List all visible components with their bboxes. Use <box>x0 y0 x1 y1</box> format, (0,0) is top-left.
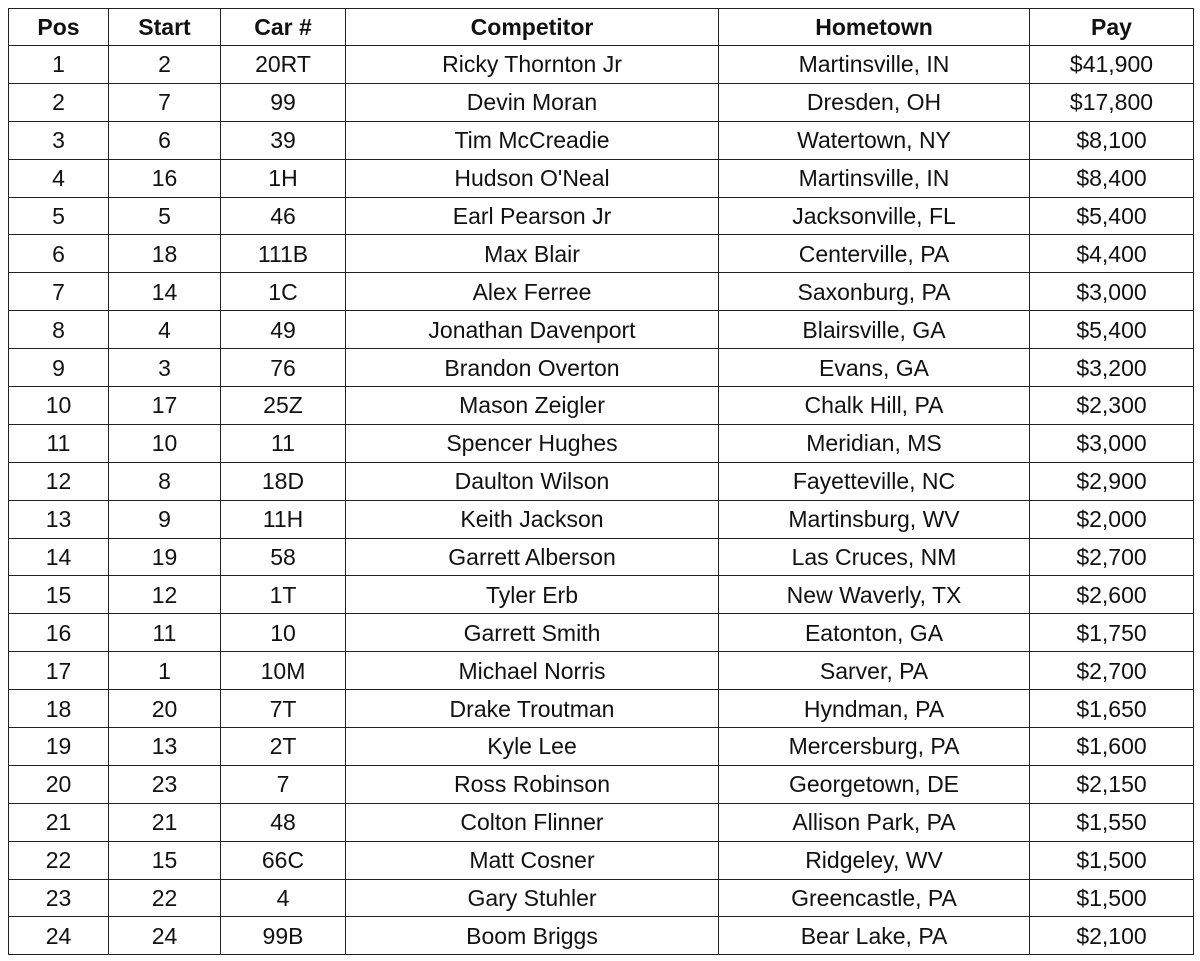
cell-start: 20 <box>109 690 221 728</box>
cell-competitor: Matt Cosner <box>346 841 719 879</box>
cell-pos: 19 <box>9 728 109 766</box>
cell-pay: $2,700 <box>1030 538 1194 576</box>
cell-car-number: 46 <box>221 197 346 235</box>
header-hometown: Hometown <box>719 9 1030 46</box>
cell-start: 10 <box>109 424 221 462</box>
cell-pay: $1,650 <box>1030 690 1194 728</box>
cell-pos: 13 <box>9 500 109 538</box>
cell-pay: $2,150 <box>1030 765 1194 803</box>
cell-pos: 12 <box>9 462 109 500</box>
cell-competitor: Ross Robinson <box>346 765 719 803</box>
cell-pos: 2 <box>9 83 109 121</box>
cell-competitor: Tim McCreadie <box>346 121 719 159</box>
cell-start: 15 <box>109 841 221 879</box>
cell-start: 2 <box>109 46 221 84</box>
cell-competitor: Ricky Thornton Jr <box>346 46 719 84</box>
cell-hometown: Hyndman, PA <box>719 690 1030 728</box>
table-row <box>9 197 1194 235</box>
table-row <box>9 500 1194 538</box>
cell-pos: 5 <box>9 197 109 235</box>
cell-hometown: Jacksonville, FL <box>719 197 1030 235</box>
cell-start: 3 <box>109 349 221 387</box>
cell-start: 16 <box>109 159 221 197</box>
cell-car-number: 99 <box>221 83 346 121</box>
cell-pay: $2,100 <box>1030 917 1194 955</box>
cell-pay: $41,900 <box>1030 46 1194 84</box>
header-row <box>9 9 1194 46</box>
cell-hometown: Watertown, NY <box>719 121 1030 159</box>
cell-hometown: Blairsville, GA <box>719 311 1030 349</box>
table-row <box>9 728 1194 766</box>
cell-pay: $3,000 <box>1030 424 1194 462</box>
cell-car-number: 48 <box>221 803 346 841</box>
cell-hometown: Martinsville, IN <box>719 46 1030 84</box>
cell-hometown: Evans, GA <box>719 349 1030 387</box>
cell-car-number: 2T <box>221 728 346 766</box>
cell-competitor: Max Blair <box>346 235 719 273</box>
cell-pay: $2,600 <box>1030 576 1194 614</box>
table-row <box>9 83 1194 121</box>
cell-competitor: Garrett Alberson <box>346 538 719 576</box>
table-row <box>9 46 1194 84</box>
cell-car-number: 76 <box>221 349 346 387</box>
cell-car-number: 11H <box>221 500 346 538</box>
table-row <box>9 424 1194 462</box>
cell-hometown: Allison Park, PA <box>719 803 1030 841</box>
table-row <box>9 159 1194 197</box>
cell-pay: $4,400 <box>1030 235 1194 273</box>
cell-pos: 3 <box>9 121 109 159</box>
cell-pay: $5,400 <box>1030 197 1194 235</box>
header-pos: Pos <box>9 9 109 46</box>
cell-competitor: Tyler Erb <box>346 576 719 614</box>
cell-pos: 10 <box>9 387 109 425</box>
cell-pay: $2,700 <box>1030 652 1194 690</box>
cell-start: 9 <box>109 500 221 538</box>
cell-car-number: 7T <box>221 690 346 728</box>
cell-competitor: Keith Jackson <box>346 500 719 538</box>
cell-start: 22 <box>109 879 221 917</box>
cell-hometown: Bear Lake, PA <box>719 917 1030 955</box>
cell-start: 1 <box>109 652 221 690</box>
cell-car-number: 11 <box>221 424 346 462</box>
cell-pos: 22 <box>9 841 109 879</box>
cell-pos: 23 <box>9 879 109 917</box>
cell-start: 11 <box>109 614 221 652</box>
cell-start: 7 <box>109 83 221 121</box>
cell-pay: $1,500 <box>1030 841 1194 879</box>
cell-pay: $2,900 <box>1030 462 1194 500</box>
cell-pos: 8 <box>9 311 109 349</box>
header-car-number: Car # <box>221 9 346 46</box>
table-row <box>9 387 1194 425</box>
table-row <box>9 273 1194 311</box>
cell-pos: 7 <box>9 273 109 311</box>
cell-competitor: Drake Troutman <box>346 690 719 728</box>
table-row <box>9 576 1194 614</box>
table-body <box>9 46 1194 955</box>
cell-pay: $1,750 <box>1030 614 1194 652</box>
cell-pos: 15 <box>9 576 109 614</box>
cell-car-number: 111B <box>221 235 346 273</box>
cell-competitor: Boom Briggs <box>346 917 719 955</box>
cell-hometown: Martinsburg, WV <box>719 500 1030 538</box>
cell-car-number: 20RT <box>221 46 346 84</box>
cell-start: 18 <box>109 235 221 273</box>
header-competitor: Competitor <box>346 9 719 46</box>
cell-pos: 6 <box>9 235 109 273</box>
cell-pos: 20 <box>9 765 109 803</box>
results-table <box>8 8 1194 955</box>
cell-hometown: Georgetown, DE <box>719 765 1030 803</box>
cell-pay: $17,800 <box>1030 83 1194 121</box>
cell-start: 14 <box>109 273 221 311</box>
cell-start: 6 <box>109 121 221 159</box>
cell-pay: $8,100 <box>1030 121 1194 159</box>
cell-car-number: 18D <box>221 462 346 500</box>
cell-competitor: Michael Norris <box>346 652 719 690</box>
cell-pos: 14 <box>9 538 109 576</box>
cell-pay: $8,400 <box>1030 159 1194 197</box>
cell-start: 24 <box>109 917 221 955</box>
cell-pos: 21 <box>9 803 109 841</box>
cell-hometown: Dresden, OH <box>719 83 1030 121</box>
cell-start: 4 <box>109 311 221 349</box>
cell-car-number: 1T <box>221 576 346 614</box>
table-row <box>9 765 1194 803</box>
cell-competitor: Colton Flinner <box>346 803 719 841</box>
cell-hometown: New Waverly, TX <box>719 576 1030 614</box>
cell-start: 5 <box>109 197 221 235</box>
cell-competitor: Kyle Lee <box>346 728 719 766</box>
cell-car-number: 4 <box>221 879 346 917</box>
cell-car-number: 49 <box>221 311 346 349</box>
cell-start: 23 <box>109 765 221 803</box>
cell-competitor: Mason Zeigler <box>346 387 719 425</box>
cell-start: 13 <box>109 728 221 766</box>
cell-competitor: Garrett Smith <box>346 614 719 652</box>
header-pay: Pay <box>1030 9 1194 46</box>
cell-competitor: Earl Pearson Jr <box>346 197 719 235</box>
cell-hometown: Sarver, PA <box>719 652 1030 690</box>
cell-hometown: Las Cruces, NM <box>719 538 1030 576</box>
cell-hometown: Chalk Hill, PA <box>719 387 1030 425</box>
cell-car-number: 39 <box>221 121 346 159</box>
table-row <box>9 121 1194 159</box>
cell-pos: 17 <box>9 652 109 690</box>
cell-start: 21 <box>109 803 221 841</box>
cell-car-number: 99B <box>221 917 346 955</box>
cell-competitor: Alex Ferree <box>346 273 719 311</box>
table-row <box>9 349 1194 387</box>
table-row <box>9 917 1194 955</box>
cell-car-number: 7 <box>221 765 346 803</box>
cell-competitor: Devin Moran <box>346 83 719 121</box>
cell-competitor: Brandon Overton <box>346 349 719 387</box>
cell-pos: 16 <box>9 614 109 652</box>
cell-car-number: 25Z <box>221 387 346 425</box>
cell-pay: $1,600 <box>1030 728 1194 766</box>
cell-pos: 4 <box>9 159 109 197</box>
cell-start: 12 <box>109 576 221 614</box>
cell-pos: 11 <box>9 424 109 462</box>
cell-car-number: 1C <box>221 273 346 311</box>
table-row <box>9 235 1194 273</box>
cell-hometown: Martinsville, IN <box>719 159 1030 197</box>
cell-start: 19 <box>109 538 221 576</box>
cell-car-number: 66C <box>221 841 346 879</box>
cell-pay: $5,400 <box>1030 311 1194 349</box>
cell-car-number: 58 <box>221 538 346 576</box>
cell-hometown: Saxonburg, PA <box>719 273 1030 311</box>
cell-start: 17 <box>109 387 221 425</box>
cell-pos: 24 <box>9 917 109 955</box>
table-row <box>9 462 1194 500</box>
cell-start: 8 <box>109 462 221 500</box>
cell-competitor: Hudson O'Neal <box>346 159 719 197</box>
cell-hometown: Eatonton, GA <box>719 614 1030 652</box>
table-row <box>9 311 1194 349</box>
table-header <box>9 9 1194 46</box>
cell-hometown: Centerville, PA <box>719 235 1030 273</box>
cell-competitor: Spencer Hughes <box>346 424 719 462</box>
cell-hometown: Fayetteville, NC <box>719 462 1030 500</box>
table-row <box>9 538 1194 576</box>
cell-pay: $1,500 <box>1030 879 1194 917</box>
table-row <box>9 879 1194 917</box>
cell-hometown: Greencastle, PA <box>719 879 1030 917</box>
cell-car-number: 10 <box>221 614 346 652</box>
cell-hometown: Meridian, MS <box>719 424 1030 462</box>
cell-competitor: Jonathan Davenport <box>346 311 719 349</box>
cell-hometown: Mercersburg, PA <box>719 728 1030 766</box>
cell-pay: $1,550 <box>1030 803 1194 841</box>
table-row <box>9 690 1194 728</box>
table-row <box>9 652 1194 690</box>
cell-pay: $3,000 <box>1030 273 1194 311</box>
cell-competitor: Daulton Wilson <box>346 462 719 500</box>
table-row <box>9 841 1194 879</box>
cell-car-number: 1H <box>221 159 346 197</box>
cell-pay: $3,200 <box>1030 349 1194 387</box>
cell-car-number: 10M <box>221 652 346 690</box>
cell-pos: 18 <box>9 690 109 728</box>
cell-pay: $2,300 <box>1030 387 1194 425</box>
cell-pos: 9 <box>9 349 109 387</box>
table-row <box>9 614 1194 652</box>
header-start: Start <box>109 9 221 46</box>
cell-competitor: Gary Stuhler <box>346 879 719 917</box>
cell-pos: 1 <box>9 46 109 84</box>
cell-pay: $2,000 <box>1030 500 1194 538</box>
table-row <box>9 803 1194 841</box>
cell-hometown: Ridgeley, WV <box>719 841 1030 879</box>
